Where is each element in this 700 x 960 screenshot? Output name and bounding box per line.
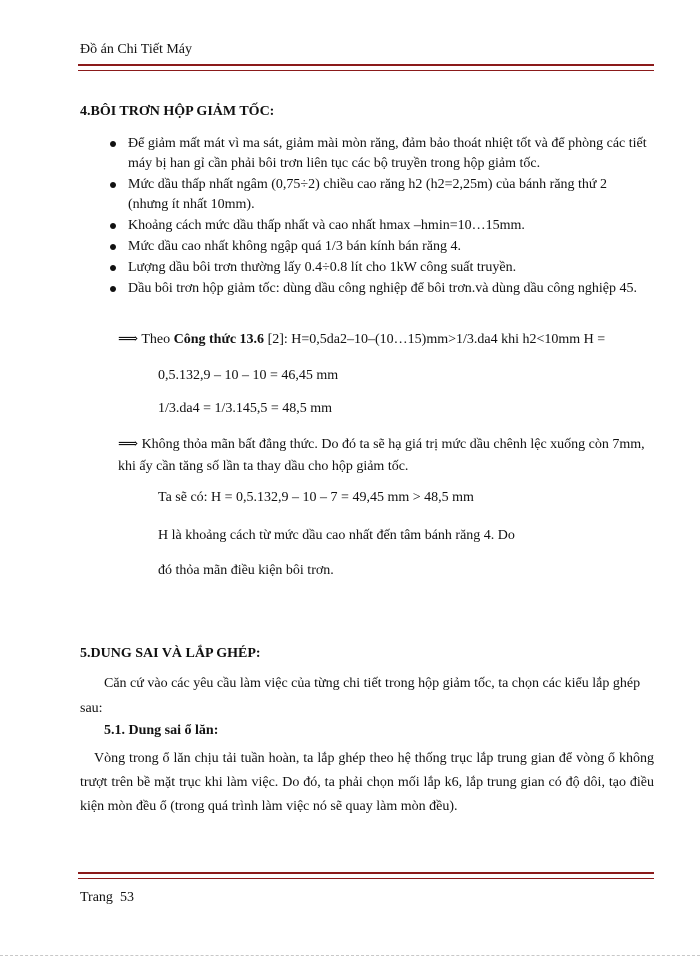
calc-line-1: 0,5.132,9 – 10 – 10 = 46,45 mm xyxy=(158,368,339,383)
list-item: Lượng dầu bôi trơn thường lấy 0.4÷0.8 lít cho 1kW công suất truyền. xyxy=(108,258,648,278)
list-item: Mức dầu thấp nhất ngâm (0,75÷2) chiều cao răng h2 (h2=2,25m) của bánh răng thứ 2 (nhưng ít nhất 10mm). xyxy=(108,175,648,215)
bullet-icon xyxy=(110,182,116,188)
list-item: Dầu bôi trơn hộp giảm tốc: dùng dầu công nghiệp để bôi trơn.và dùng dầu công nghiệp 45. xyxy=(108,279,648,299)
section-5-heading: 5.DUNG SAI VÀ LẮP GHÉP: xyxy=(80,646,261,661)
formula-line: ⟹ Theo Công thức 13.6 [2]: H=0,5da2–10–(10…15)mm>1/3.da4 khi h2<10mm H = xyxy=(118,332,606,347)
list-item: Để giảm mất mát vì ma sát, giảm mài mòn răng, đảm bảo thoát nhiệt tốt và để phòng các tiết máy bị han gỉ cần phải bôi trơn liên tục các bộ truyền trong hộp giảm tốc. xyxy=(108,134,648,174)
header-title: Đồ án Chi Tiết Máy xyxy=(80,42,193,57)
header-rule xyxy=(78,64,654,71)
list-item: Mức dầu cao nhất không ngập quá 1/3 bán kính bán răng 4. xyxy=(108,237,648,257)
section-4-heading: 4.BÔI TRƠN HỘP GIẢM TỐC: xyxy=(80,104,275,119)
page-bottom-divider xyxy=(0,955,700,956)
bullet-icon xyxy=(110,244,116,250)
calc-line-2: 1/3.da4 = 1/3.145,5 = 48,5 mm xyxy=(158,401,333,416)
section-5-1-body: Vòng trong ổ lăn chịu tải tuần hoàn, ta lắp ghép theo hệ thống trục lắp trung gian để vòng ổ không trượt trên bề mặt trục khi làm việc. Do đó, ta phải chọn mối lắp k6, lắp trung gian có độ dôi, tạo điều kiện mòn đều ổ (trong quá trình làm việc nó sẽ quay làm mòn đều). xyxy=(80,751,654,814)
bullet-icon xyxy=(110,223,116,229)
formula-reference: Công thức 13.6 xyxy=(173,332,265,347)
not-satisfied-paragraph: ⟹ Không thỏa mãn bất đẳng thức. Do đó ta sẽ hạ giá trị mức dầu chênh lệc xuống còn 7mm, khi ấy cần tăng số lần ta thay dầu cho hộp giảm tốc. xyxy=(118,437,645,474)
section-5-intro: Căn cứ vào các yêu cầu làm việc của từng chi tiết trong hộp giảm tốc, ta chọn các kiểu lắp ghép sau: xyxy=(80,676,641,716)
bullet-icon xyxy=(110,286,116,292)
subsection-5-1-heading: 5.1. Dung sai ổ lăn: xyxy=(104,723,219,738)
result-line: Ta sẽ có: H = 0,5.132,9 – 10 – 7 = 49,45 mm > 48,5 mm xyxy=(158,490,474,505)
h-note-line-1: H là khoảng cách từ mức dầu cao nhất đến tâm bánh răng 4. Do xyxy=(158,528,515,543)
footer-rule xyxy=(78,872,654,879)
lubrication-bullet-list xyxy=(108,134,648,300)
page-number: 53 xyxy=(119,890,134,905)
bullet-icon xyxy=(110,265,116,271)
list-item: Khoảng cách mức dầu thấp nhất và cao nhất hmax –hmin=10…15mm. xyxy=(108,216,648,236)
page-footer xyxy=(80,890,134,906)
bullet-icon xyxy=(110,141,116,147)
h-note-line-2: đó thỏa mãn điều kiện bôi trơn. xyxy=(158,563,334,578)
page-label: Trang xyxy=(80,890,113,905)
